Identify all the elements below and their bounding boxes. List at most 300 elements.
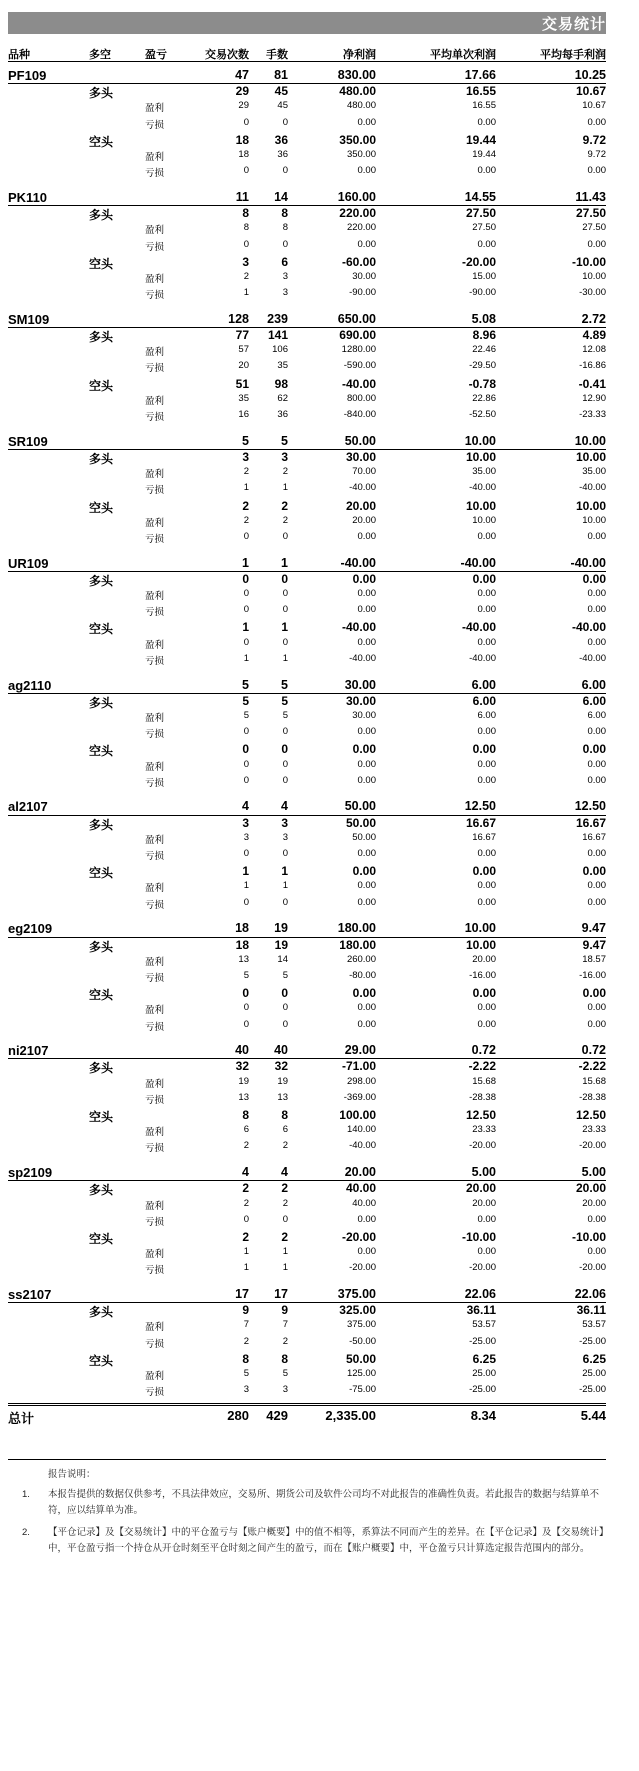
product-row-lots: 14 (274, 189, 288, 204)
side-row (8, 694, 606, 711)
pl-row-label: 亏损 (145, 168, 165, 180)
pl-row (8, 1262, 606, 1279)
pl-row-avg: 20.00 (472, 953, 496, 965)
pl-row-trades: 13 (238, 1091, 249, 1103)
pl-row-avg: -25.00 (469, 1335, 496, 1347)
pl-row-avg: -20.00 (469, 1262, 496, 1274)
side-row-avgq: -2.22 (578, 1059, 606, 1074)
pl-row-lots: 0 (282, 1002, 288, 1014)
pl-row-avgq: 20.00 (582, 1197, 606, 1209)
product-row-lots: 4 (281, 1165, 288, 1180)
pl-row-trades: 2 (243, 270, 249, 282)
pl-row-avgq: 27.50 (582, 222, 606, 234)
pl-row-avgq: -28.38 (579, 1091, 606, 1103)
pl-row-avgq: 0.00 (587, 848, 606, 859)
pl-row-lots: 0 (282, 604, 288, 616)
pl-row-lots: 13 (277, 1091, 288, 1103)
pl-row-lots: 1 (282, 482, 288, 494)
pl-row-avgq: 53.57 (582, 1319, 606, 1331)
pl-row-label: 亏损 (145, 290, 165, 302)
pl-row-lots: 0 (282, 758, 288, 770)
pl-row-lots: 5 (282, 709, 288, 721)
side-row-lots: 8 (281, 1108, 288, 1122)
pl-row-avgq: 12.90 (582, 392, 606, 404)
side-row-net: 30.00 (345, 693, 376, 708)
pl-row-label: 亏损 (145, 1387, 165, 1399)
pl-row-avg: 0.00 (477, 588, 496, 599)
side-row-avgq: 4.89 (582, 328, 606, 342)
pl-row-avg: 6.00 (477, 709, 496, 721)
pl-row-avg: 0.00 (477, 530, 496, 542)
pl-row (8, 1319, 606, 1336)
product-row-label: SR109 (8, 433, 48, 449)
side-row-trades: 1 (242, 864, 249, 879)
pl-row-avgq: 0.00 (587, 726, 606, 738)
pl-row-avgq: -25.00 (579, 1335, 606, 1347)
pl-row-trades: 0 (243, 774, 249, 786)
pl-row-trades: 5 (243, 969, 249, 981)
pl-row (8, 1214, 606, 1231)
side-row-trades: 0 (242, 986, 249, 1001)
side-row-net: -20.00 (341, 1229, 376, 1244)
product-row-avgq: 9.47 (581, 921, 606, 936)
pl-row (8, 954, 606, 971)
pl-row-net: -40.00 (349, 652, 376, 664)
product-row-avgq: 6.00 (581, 677, 606, 692)
pl-row-avg: -20.00 (469, 1140, 496, 1152)
product-row-net: -40.00 (340, 555, 376, 570)
pl-row (8, 1198, 606, 1215)
side-row-avg: 0.00 (472, 571, 496, 586)
product-row-net: 160.00 (337, 189, 376, 204)
side-row (8, 206, 606, 223)
product-row-trades: 4 (242, 1165, 249, 1180)
pl-row-label: 亏损 (145, 1265, 165, 1277)
pl-row (8, 1368, 606, 1385)
side-row-lots: 2 (281, 1181, 288, 1196)
product-row-avgq: 22.06 (574, 1287, 606, 1301)
pl-row-label: 亏损 (145, 533, 165, 545)
side-row-net: -40.00 (341, 620, 376, 635)
pl-row-trades: 35 (238, 392, 249, 404)
pl-row-avgq: 18.57 (582, 953, 606, 965)
pl-row (8, 588, 606, 605)
side-row-label: 多头 (89, 695, 114, 710)
side-row-trades: 3 (242, 449, 249, 464)
pl-row-lots: 0 (282, 1213, 288, 1225)
side-row-lots: 2 (281, 498, 288, 513)
pl-row-label: 盈利 (145, 1322, 165, 1334)
pl-row-label: 盈利 (145, 1200, 165, 1212)
pl-row-avg: 0.00 (477, 1246, 496, 1258)
pl-row-trades: 5 (243, 1368, 249, 1379)
side-row-trades: 8 (242, 206, 249, 221)
table-header (8, 42, 606, 62)
side-row-net: 30.00 (345, 449, 376, 464)
product-row-avgq: 0.72 (581, 1043, 606, 1058)
header-direction: 多空 (89, 49, 111, 61)
side-row-avg: -20.00 (461, 254, 496, 269)
pl-row (8, 409, 606, 426)
pl-row-avg: 0.00 (477, 848, 496, 859)
side-row-label: 多头 (89, 1305, 114, 1320)
side-row-avg: -40.00 (461, 620, 496, 635)
pl-row-avgq: 25.00 (582, 1368, 606, 1379)
side-row-trades: 51 (235, 376, 249, 391)
header-trades: 交易次数 (205, 49, 249, 61)
pl-row-trades: 0 (243, 1018, 249, 1030)
pl-row (8, 515, 606, 532)
pl-row-net: 0.00 (357, 588, 376, 599)
pl-row-lots: 2 (282, 1140, 288, 1152)
pl-row-net: 0.00 (357, 165, 376, 177)
pl-row-avgq: 0.00 (587, 896, 606, 908)
pl-row-lots: 0 (282, 165, 288, 177)
pl-row-avg: -25.00 (469, 1384, 496, 1396)
pl-row-net: 0.00 (357, 758, 376, 770)
product-row-trades: 1 (242, 555, 249, 570)
pl-row-avg: 0.00 (477, 636, 496, 648)
side-row-label: 空头 (89, 622, 114, 637)
pl-row-lots: 0 (282, 1018, 288, 1030)
side-row-lots: 9 (281, 1303, 288, 1318)
side-row-avg: 0.00 (472, 986, 496, 1001)
pl-row-avgq: 0.00 (587, 1213, 606, 1225)
notes-heading: 报告说明： (48, 1468, 96, 1480)
pl-row-net: 0.00 (357, 848, 376, 859)
side-row-net: 20.00 (345, 498, 376, 513)
product-row-label: SM109 (8, 311, 50, 327)
pl-row-net: 30.00 (352, 270, 376, 282)
side-row-avgq: 0.00 (582, 864, 606, 879)
pl-row-lots: 1 (282, 652, 288, 664)
side-row (8, 620, 606, 637)
product-row-avg: 5.08 (471, 311, 496, 326)
pl-row-trades: 5 (243, 709, 249, 721)
product-row-lots: 1 (281, 555, 288, 570)
header-product: 品种 (8, 49, 30, 61)
pl-row-label: 亏损 (145, 1143, 165, 1155)
pl-row (8, 604, 606, 621)
pl-row-net: -90.00 (349, 287, 376, 299)
pl-row-net: -369.00 (343, 1091, 376, 1103)
total-label: 总计 (8, 1410, 35, 1426)
pl-row-net: -50.00 (349, 1335, 376, 1347)
pl-row-avg: 23.33 (472, 1124, 496, 1136)
pl-row-trades: 16 (238, 409, 249, 420)
side-row-net: 100.00 (339, 1108, 376, 1122)
product-row-trades: 5 (242, 433, 249, 448)
side-row-lots: 36 (274, 132, 288, 147)
side-row-trades: 0 (242, 571, 249, 586)
pl-row-label: 盈利 (145, 834, 165, 846)
side-row-net: 40.00 (345, 1181, 376, 1196)
pl-row-avgq: 10.00 (582, 270, 606, 282)
pl-row-trades: 0 (243, 588, 249, 599)
side-row-label: 空头 (89, 866, 114, 881)
pl-row-label: 亏损 (145, 1094, 165, 1106)
pl-row (8, 880, 606, 897)
side-row-label: 多头 (89, 1183, 114, 1198)
pl-row (8, 287, 606, 304)
pl-row (8, 531, 606, 548)
product-row-lots: 5 (281, 433, 288, 448)
product-row-avgq: 12.50 (574, 799, 606, 814)
pl-row-lots: 3 (282, 287, 288, 299)
side-row-net: -60.00 (341, 254, 376, 269)
side-row-trades: 2 (242, 498, 249, 513)
pl-row (8, 165, 606, 182)
pl-row-avgq: 0.00 (587, 604, 606, 616)
pl-row (8, 239, 606, 256)
product-row-avg: 10.00 (464, 921, 496, 936)
pl-row-trades: 57 (238, 344, 249, 356)
pl-row-avgq: 0.00 (587, 116, 606, 128)
pl-row-avgq: 35.00 (582, 466, 606, 478)
header-net: 净利润 (343, 49, 376, 61)
pl-row-lots: 0 (282, 588, 288, 599)
side-row-avgq: -40.00 (571, 620, 606, 635)
product-row-avg: 5.00 (471, 1165, 496, 1180)
pl-row-label: 亏损 (145, 1216, 165, 1228)
pl-row-avgq: -25.00 (579, 1384, 606, 1396)
pl-row (8, 482, 606, 499)
pl-row-lots: 3 (282, 270, 288, 282)
pl-row-trades: 0 (243, 238, 249, 250)
pl-row-trades: 18 (238, 149, 249, 160)
pl-row-avg: -52.50 (469, 409, 496, 420)
note-index-2: 2. (22, 1526, 30, 1538)
pl-row-label: 亏损 (145, 485, 165, 497)
pl-row (8, 1140, 606, 1157)
side-row-avgq: 36.11 (576, 1303, 606, 1318)
product-row-trades: 17 (235, 1287, 249, 1301)
pl-row-avgq: -16.86 (579, 360, 606, 372)
pl-row-avg: 0.00 (477, 238, 496, 250)
pl-row-avg: 0.00 (477, 880, 496, 892)
side-row-avgq: 0.00 (582, 742, 606, 757)
side-row-avg: 6.25 (472, 1351, 496, 1366)
pl-row-lots: 0 (282, 848, 288, 859)
pl-row-lots: 6 (282, 1124, 288, 1136)
side-row-lots: 8 (281, 206, 288, 221)
pl-row-lots: 0 (282, 238, 288, 250)
header-avg-lot: 平均每手利润 (540, 49, 606, 61)
pl-row-net: -75.00 (349, 1384, 376, 1396)
total-lots: 429 (266, 1407, 288, 1423)
product-row-net: 50.00 (344, 433, 376, 448)
pl-row-net: 0.00 (357, 238, 376, 250)
pl-row-avgq: -30.00 (579, 287, 606, 299)
pl-row-avgq: 23.33 (582, 1124, 606, 1136)
pl-row (8, 637, 606, 654)
pl-row-lots: 0 (282, 774, 288, 786)
pl-row-net: 50.00 (352, 831, 376, 843)
total-rule-bottom (8, 1405, 606, 1406)
header-lots: 手数 (266, 49, 288, 61)
pl-row-avg: -90.00 (469, 287, 496, 299)
pl-row-label: 盈利 (145, 152, 165, 163)
side-row-trades: 3 (242, 815, 249, 830)
pl-row-net: 220.00 (346, 222, 376, 234)
pl-row-avg: -40.00 (469, 652, 496, 664)
side-row-lots: 3 (281, 815, 288, 830)
pl-row (8, 1384, 606, 1401)
side-row-net: 0.00 (352, 986, 376, 1001)
pl-row-net: 0.00 (357, 636, 376, 648)
product-row-trades: 40 (235, 1043, 249, 1058)
pl-row-label: 亏损 (145, 607, 165, 619)
pl-row-lots: 19 (277, 1075, 288, 1087)
side-row-avgq: 20.00 (575, 1181, 606, 1196)
product-row-avg: 12.50 (464, 799, 496, 814)
side-row-lots: 2 (281, 1229, 288, 1244)
pl-row-trades: 6 (243, 1124, 249, 1136)
pl-row-label: 盈利 (145, 591, 165, 602)
pl-row-label: 盈利 (145, 883, 165, 895)
product-row-avgq: 2.72 (581, 311, 606, 326)
pl-row-avgq: 0.00 (587, 588, 606, 599)
pl-row-trades: 29 (238, 100, 249, 112)
pl-row-label: 盈利 (145, 517, 165, 529)
side-row-lots: 98 (274, 376, 288, 391)
pl-row-trades: 3 (243, 831, 249, 843)
total-rule-top (8, 1403, 606, 1404)
pl-row-label: 盈利 (145, 1249, 165, 1261)
side-row-avg: 0.00 (472, 742, 496, 757)
pl-row-label: 亏损 (145, 655, 165, 667)
pl-row (8, 393, 606, 410)
side-row-trades: 77 (235, 328, 249, 342)
pl-row-avgq: 0.00 (587, 636, 606, 648)
product-row-lots: 40 (274, 1043, 288, 1058)
pl-row (8, 344, 606, 361)
side-row (8, 742, 606, 759)
side-row-lots: 5 (281, 693, 288, 708)
product-row-lots: 4 (281, 799, 288, 814)
side-row-avgq: -0.41 (578, 376, 606, 391)
pl-row-trades: 13 (238, 953, 249, 965)
product-row-trades: 4 (242, 799, 249, 814)
product-row-net: 375.00 (337, 1287, 376, 1301)
side-row (8, 84, 606, 101)
pl-row-net: 480.00 (346, 100, 376, 112)
side-row-avg: 20.00 (465, 1181, 496, 1196)
product-row-label: sp2109 (8, 1165, 53, 1181)
pl-row-avgq: -20.00 (579, 1262, 606, 1274)
pl-row-net: -20.00 (349, 1262, 376, 1274)
side-row-trades: 9 (242, 1303, 249, 1318)
product-row-lots: 239 (267, 311, 288, 326)
pl-row-lots: 0 (282, 726, 288, 738)
note-index-1: 1. (22, 1488, 30, 1500)
side-row-trades: 0 (242, 742, 249, 757)
pl-row-label: 盈利 (145, 712, 165, 724)
pl-row-trades: 0 (243, 896, 249, 908)
side-row-net: -71.00 (341, 1059, 376, 1074)
pl-row-lots: 1 (282, 1246, 288, 1258)
pl-row-avgq: 0.00 (587, 880, 606, 892)
pl-row-avg: -28.38 (469, 1091, 496, 1103)
pl-row-net: 0.00 (357, 604, 376, 616)
pl-row-trades: 0 (243, 604, 249, 616)
pl-row-trades: 0 (243, 165, 249, 177)
pl-row-lots: 1 (282, 1262, 288, 1274)
side-row-avg: -2.22 (468, 1059, 496, 1074)
side-row-avg: -10.00 (461, 1229, 496, 1244)
side-row-lots: 8 (281, 1351, 288, 1366)
product-row-net: 29.00 (344, 1043, 376, 1058)
pl-row-trades: 0 (243, 636, 249, 648)
side-row-avgq: 12.50 (575, 1108, 606, 1122)
pl-row-trades: 1 (243, 1262, 249, 1274)
total-net: 2,335.00 (325, 1407, 376, 1423)
pl-row-label: 亏损 (145, 412, 165, 423)
product-row-label: PF109 (8, 68, 47, 83)
pl-row-lots: 0 (282, 896, 288, 908)
pl-row-label: 盈利 (145, 1005, 165, 1017)
product-row-label: eg2109 (8, 921, 53, 937)
pl-row-net: -80.00 (349, 969, 376, 981)
side-row-lots: 45 (274, 84, 288, 99)
side-row-avg: -0.78 (468, 376, 496, 391)
side-row (8, 572, 606, 589)
pl-row-trades: 1 (243, 482, 249, 494)
side-row-trades: 29 (235, 84, 249, 99)
pl-row-label: 亏损 (145, 241, 165, 253)
pl-row-net: 0.00 (357, 1018, 376, 1030)
pl-row-avg: 0.00 (477, 758, 496, 770)
pl-row-trades: 8 (243, 222, 249, 234)
side-row-label: 空头 (89, 378, 114, 393)
pl-row-label: 盈利 (145, 273, 165, 285)
side-row (8, 986, 606, 1003)
side-row (8, 938, 606, 955)
pl-row-net: 30.00 (352, 709, 376, 721)
side-row-label: 空头 (89, 744, 114, 759)
pl-row-net: 140.00 (346, 1124, 376, 1136)
side-row-net: 220.00 (339, 206, 376, 221)
pl-row-trades: 7 (243, 1319, 249, 1331)
pl-row-trades: 1 (243, 652, 249, 664)
product-row-avgq: 10.25 (574, 68, 606, 82)
pl-row-trades: 0 (243, 1002, 249, 1014)
side-row-avgq: 6.00 (582, 693, 606, 708)
pl-row (8, 1092, 606, 1109)
pl-row-avgq: 0.00 (587, 165, 606, 177)
pl-row-label: 盈利 (145, 1371, 165, 1382)
pl-row-lots: 35 (277, 360, 288, 372)
side-row-net: 325.00 (339, 1303, 376, 1318)
pl-row-avgq: 0.00 (587, 1002, 606, 1014)
side-row-avgq: 9.72 (582, 132, 606, 147)
side-row (8, 1352, 606, 1369)
pl-row-lots: 36 (277, 149, 288, 160)
side-row-net: 0.00 (352, 742, 376, 757)
side-row (8, 377, 606, 394)
side-row (8, 328, 606, 345)
pl-row-net: 0.00 (357, 774, 376, 786)
pl-row (8, 710, 606, 727)
side-row-avgq: 10.00 (575, 498, 606, 513)
product-row-avgq: -40.00 (570, 555, 606, 570)
product-row-avg: 17.66 (464, 68, 496, 82)
side-row-label: 多头 (89, 573, 114, 588)
side-row (8, 1108, 606, 1125)
side-row-avg: 16.67 (465, 815, 496, 830)
note-text-2: 【平仓记录】及【交易统计】中的平仓盈亏与【账户概要】中的值不相等，系算法不同而产生的差异。在【平仓记录】及【交易统计】中，平仓盈亏指一个持仓从开仓时刻至平仓时刻之间产生的盈亏，而在【账户概要】中，平仓盈亏只计算选定报告范围内的部分。 (48, 1526, 604, 1554)
product-row-net: 650.00 (337, 311, 376, 326)
